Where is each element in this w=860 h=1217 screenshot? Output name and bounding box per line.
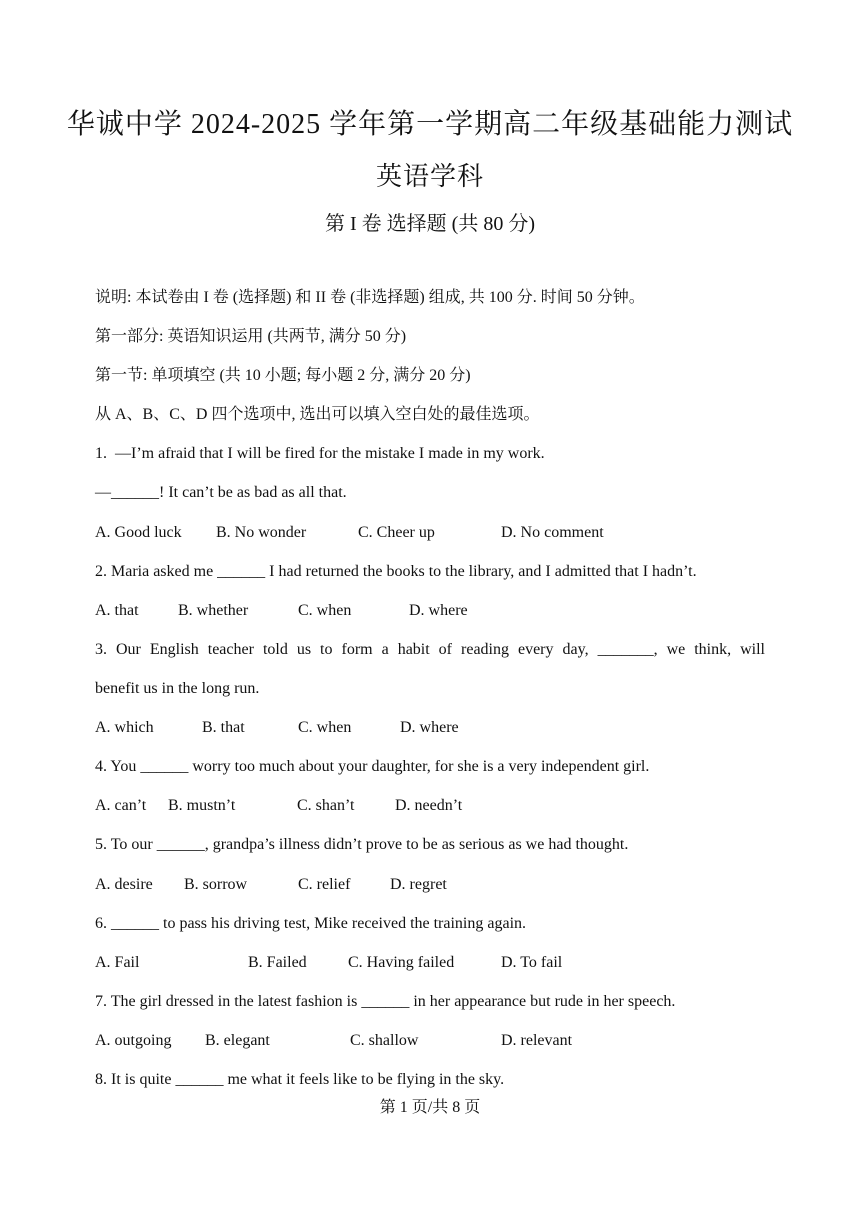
option-d: D. where: [409, 602, 468, 619]
question-3-stem-cont: benefit us in the long run.: [95, 680, 260, 697]
option-d: D. No comment: [501, 524, 604, 541]
option-c: C. Cheer up: [358, 524, 435, 541]
option-a: A. that: [95, 602, 139, 619]
option-c: C. shallow: [350, 1032, 419, 1049]
option-a: A. desire: [95, 876, 153, 893]
option-c: C. Having failed: [348, 954, 455, 971]
option-b: B. Failed: [248, 954, 307, 971]
option-d: D. where: [400, 719, 459, 736]
option-b: B. elegant: [205, 1032, 270, 1049]
option-a: A. outgoing: [95, 1032, 172, 1049]
question-7-stem: 7. The girl dressed in the latest fashion is ______ in her appearance but rude in her speech.: [95, 993, 676, 1010]
subject-title: 英语学科: [375, 162, 484, 191]
question-6-stem: 6. ______ to pass his driving test, Mike received the training again.: [95, 915, 527, 932]
question-8-stem: 8. It is quite ______ me what it feels like to be flying in the sky.: [95, 1071, 505, 1088]
section-heading: 第一节: 单项填空 (共 10 小题; 每小题 2 分, 满分 20 分): [95, 367, 471, 384]
option-d: D. regret: [390, 876, 447, 893]
option-a: A. Fail: [95, 954, 140, 971]
option-a: A. can’t: [95, 797, 147, 814]
question-1-reply: —______! It can’t be as bad as all that.: [95, 484, 347, 501]
option-b: B. sorrow: [184, 876, 248, 893]
section-title: 第 I 卷 选择题 (共 80 分): [325, 213, 535, 235]
option-c: C. relief: [298, 876, 351, 893]
option-b: B. that: [202, 719, 245, 736]
part-heading: 第一部分: 英语知识运用 (共两节, 满分 50 分): [95, 328, 407, 345]
option-d: D. relevant: [501, 1032, 573, 1049]
option-d: D. To fail: [501, 954, 563, 971]
option-c: C. when: [298, 602, 352, 619]
option-b: B. No wonder: [216, 524, 307, 541]
page-number: 第 1 页/共 8 页: [379, 1099, 481, 1116]
question-2-stem: 2. Maria asked me ______ I had returned the books to the library, and I admitted that I hadn’t.: [95, 563, 697, 580]
option-c: C. when: [298, 719, 352, 736]
option-b: B. whether: [178, 602, 249, 619]
option-c: C. shan’t: [297, 797, 355, 814]
exam-title: 华诚中学 2024-2025 学年第一学期高二年级基础能力测试: [66, 109, 794, 140]
question-5-stem: 5. To our ______, grandpa’s illness didn’t prove to be as serious as we had thought.: [95, 836, 629, 853]
directions: 从 A、B、C、D 四个选项中, 选出可以填入空白处的最佳选项。: [95, 406, 540, 423]
question-3-stem: 3. Our English teacher told us to form a habit of reading every day, _______, we think, will: [95, 641, 765, 658]
question-1-stem: 1. —I’m afraid that I will be fired for the mistake I made in my work.: [95, 445, 545, 462]
option-a: A. which: [95, 719, 154, 736]
instruction-note: 说明: 本试卷由 I 卷 (选择题) 和 II 卷 (非选择题) 组成, 共 100 分. 时间 50 分钟。: [95, 289, 645, 306]
option-a: A. Good luck: [95, 524, 182, 541]
question-4-stem: 4. You ______ worry too much about your daughter, for she is a very independent girl.: [95, 758, 650, 775]
option-d: D. needn’t: [395, 797, 463, 814]
option-b: B. mustn’t: [168, 797, 236, 814]
